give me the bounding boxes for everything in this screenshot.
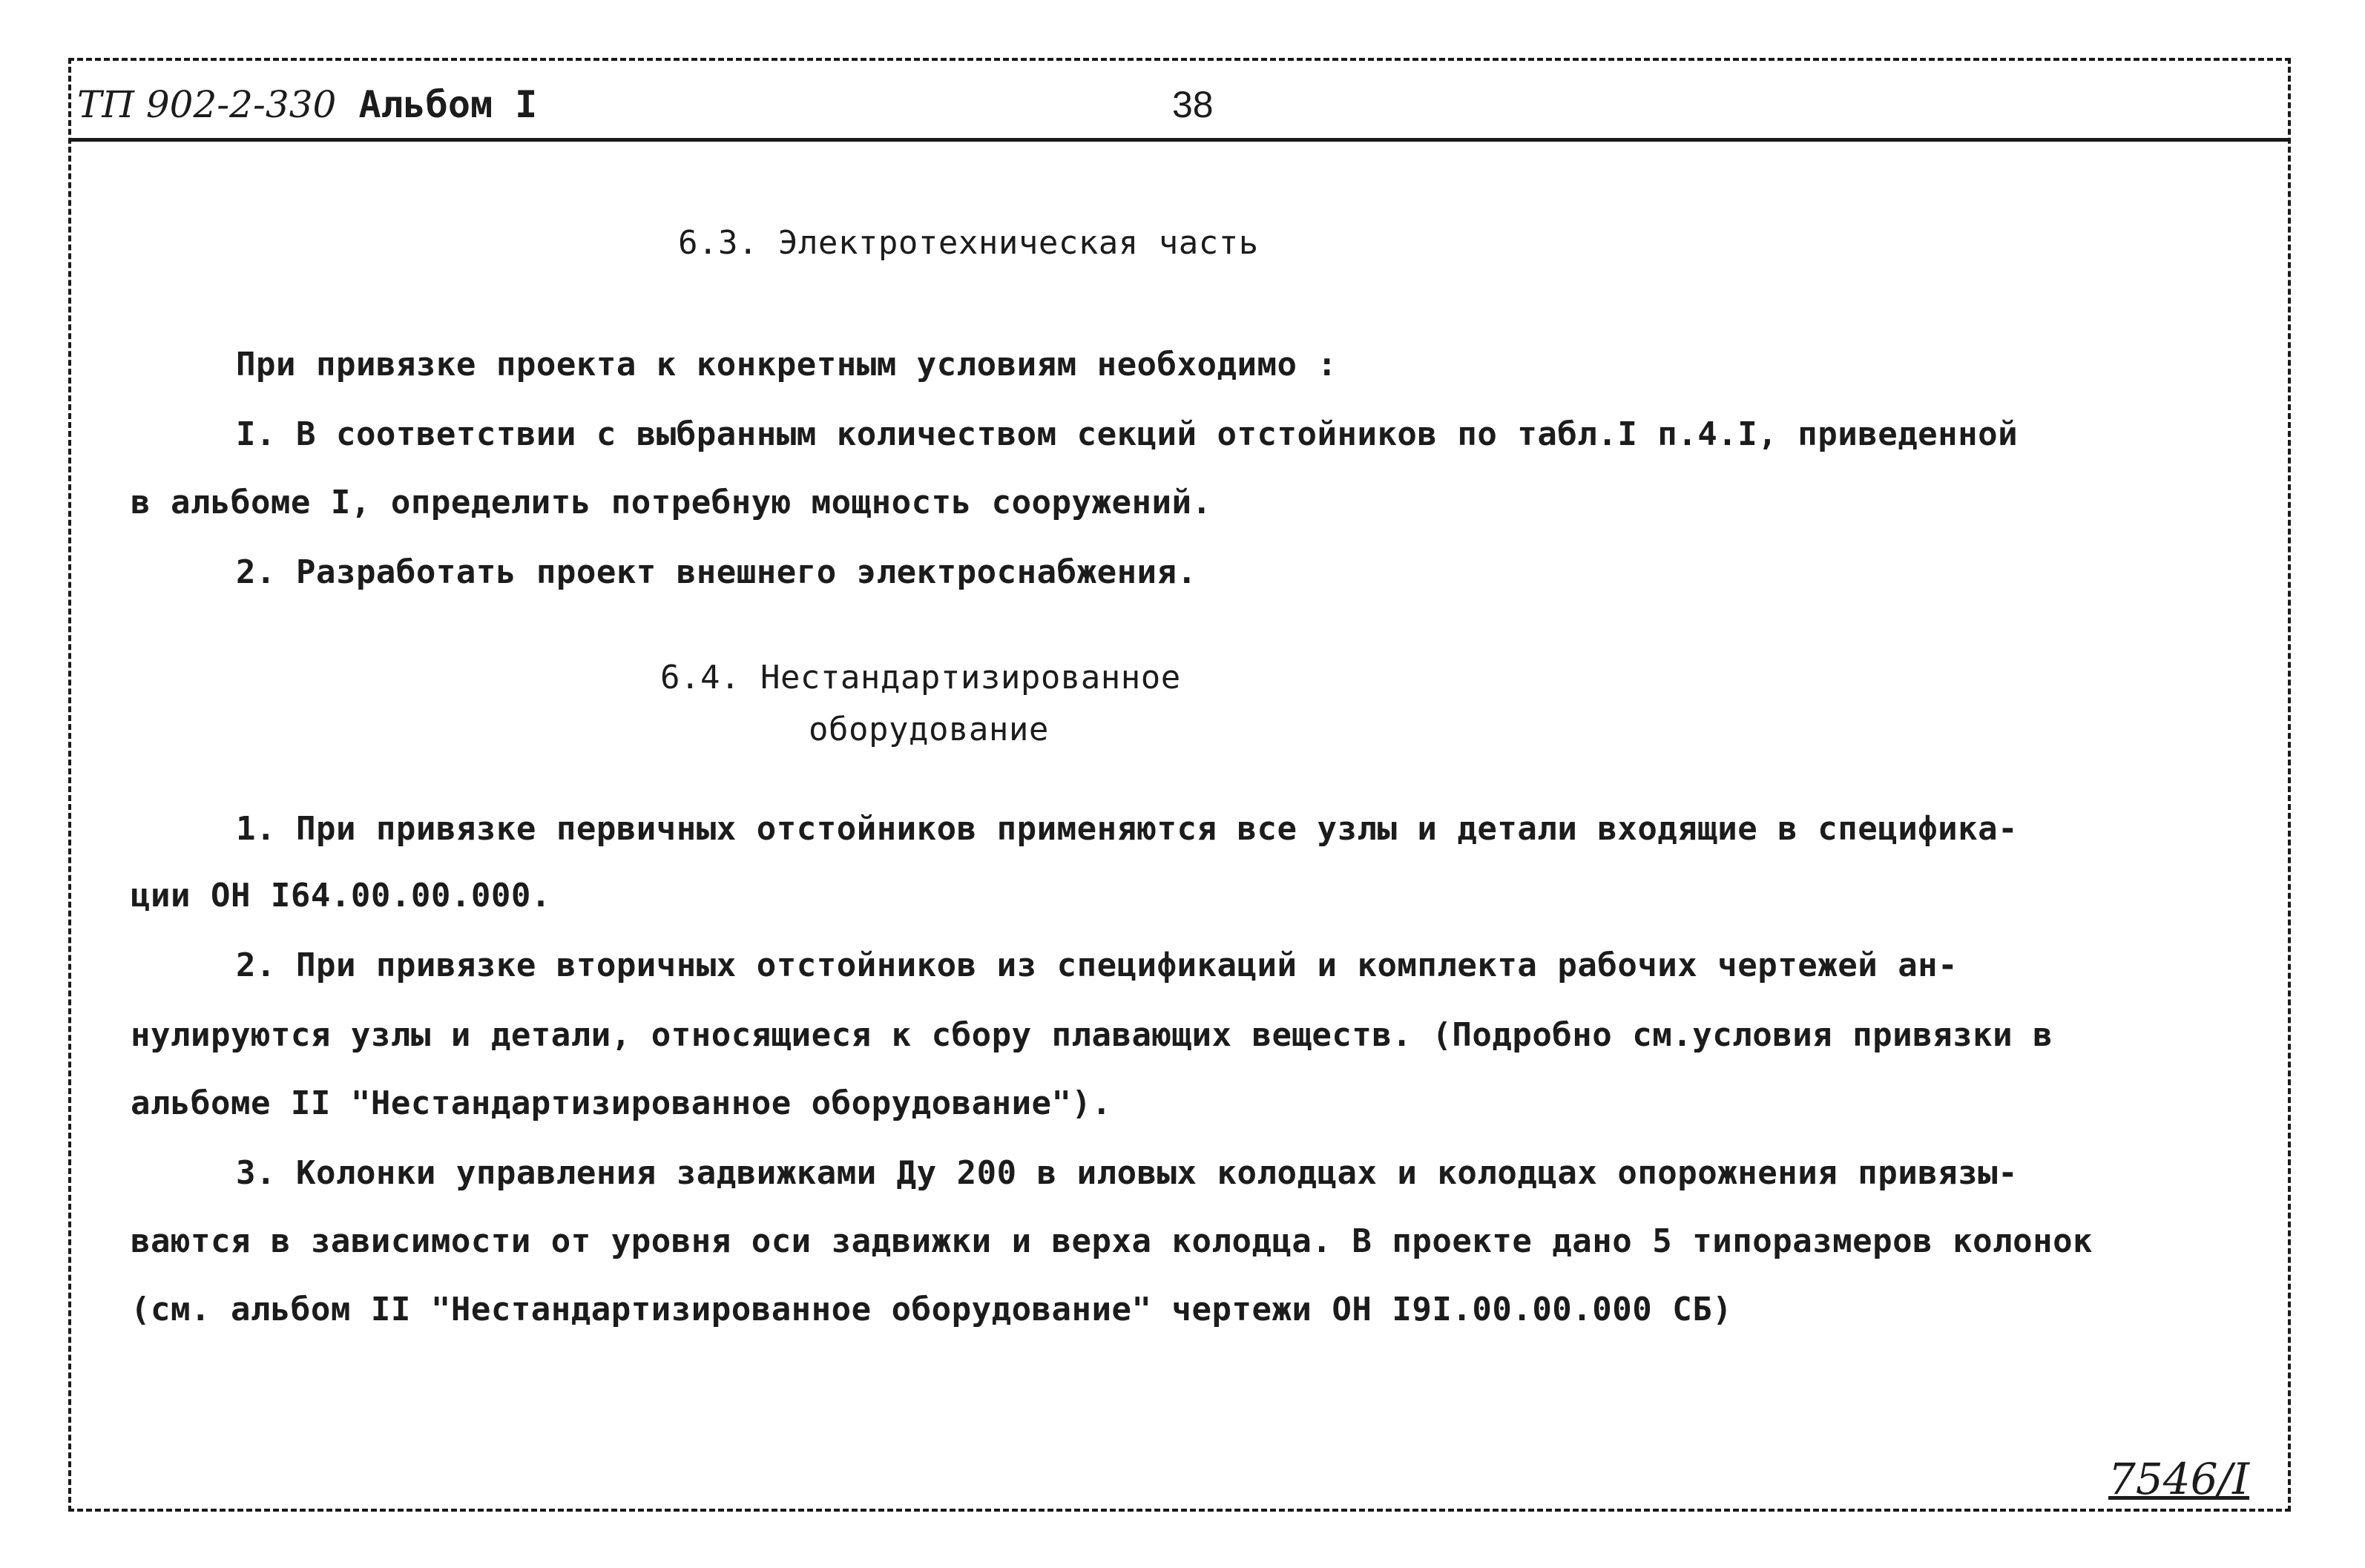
section-6-3-title: 6.3. Электротехническая часть [678, 224, 1259, 262]
document-code: ТП 902-2-330 [77, 83, 337, 126]
header-left [77, 83, 537, 126]
section-6-4-title-line2: оборудование [809, 711, 1049, 748]
section-6-4-item2-line3: альбоме II "Нестандартизированное оборудование"). [131, 1084, 1112, 1122]
section-6-3-intro: При привязке проекта к конкретным условиям необходимо : [236, 346, 1338, 383]
section-6-4-item1-line2: ции ОН I64.00.00.000. [131, 877, 551, 915]
section-6-3-item1-line2: в альбоме I, определить потребную мощность сооружений. [131, 484, 1212, 521]
section-6-3-item1-line1: I. В соответствии с выбранным количеством секций отстойников по табл.I п.4.I, приведенной [236, 415, 2019, 453]
section-6-4-title-line1: 6.4. Нестандартизированное [660, 659, 1181, 696]
section-6-4-item3-line2: ваются в зависимости от уровня оси задвижки и верха колодца. В проекте дано 5 типоразмеров колонок [131, 1222, 2093, 1260]
page-number: 38 [1172, 84, 1214, 125]
sheet-number: 7546/I [2108, 1454, 2250, 1504]
section-6-4-item3-line1: 3. Колонки управления задвижками Ду 200 в иловых колодцах и колодцах опорожнения привязы- [236, 1154, 2019, 1192]
album-label: Альбом I [358, 83, 538, 126]
section-6-4-item3-line3: (см. альбом II "Нестандартизированное оборудование" чертежи ОН I9I.00.00.000 СБ) [131, 1291, 1733, 1328]
header-divider [68, 138, 2291, 142]
section-6-4-item2-line1: 2. При привязке вторичных отстойников из спецификаций и комплекта рабочих чертежей ан- [236, 946, 1958, 984]
section-6-4-item2-line2: нулируются узлы и детали, относящиеся к сбору плавающих веществ. (Подробно см.условия привязки в [131, 1016, 2053, 1054]
section-6-4-item1-line1: 1. При привязке первичных отстойников применяются все узлы и детали входящие в специфика- [236, 810, 2019, 848]
section-6-3-item2: 2. Разработать проект внешнего электроснабжения. [236, 553, 1197, 591]
